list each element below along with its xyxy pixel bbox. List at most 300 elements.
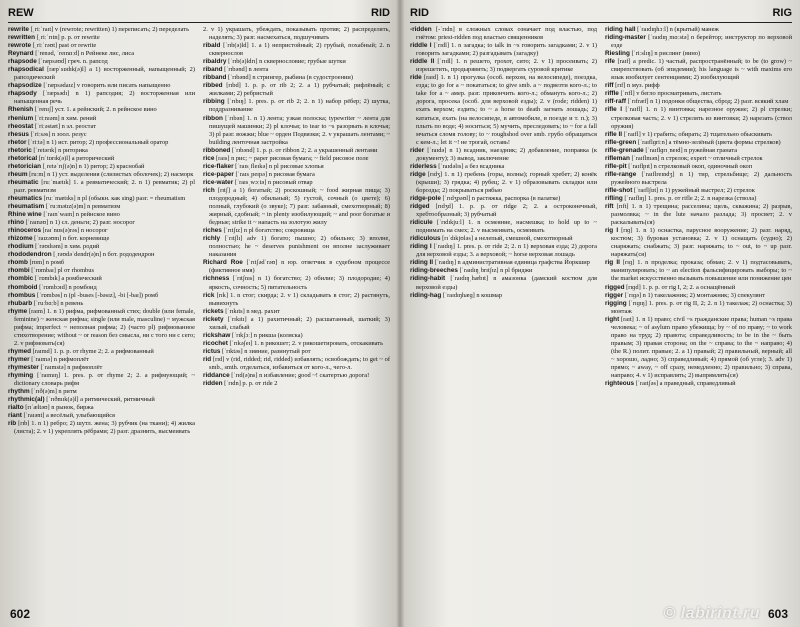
entry-definition: [ræpˈsɒdɪk(ə)l] a 1) восторженный, напыщенный; 2) рапсодический xyxy=(14,66,195,82)
dictionary-entry xyxy=(203,163,390,171)
dictionary-entry xyxy=(605,106,792,130)
dictionary-entry xyxy=(203,74,390,82)
entry-definition: [ˈrenɪʃ] уст. 1. a рейнский; 2. n рейнское вино xyxy=(34,106,157,114)
dictionary-entry xyxy=(203,98,390,114)
entry-definition: [raɪm] 1. n 1) рифма, рифмованный стих; double (или female, feminine) ~ женская рифма; single (или male, masculine) ~ мужская рифма; imperfect ~ неполная рифма; 2) (часто pl) рифмованное стихотворение; without ~ or reason без смысла, ни с того ни с сего; 2. v рифмовать(ся) xyxy=(14,307,195,347)
entry-definition: [ˈrɪbən] 1. n 1) лента; узкая полоска; typewriter ~ лента для пишущей машинки; 2) pl клочья; to tear to ~s разорвать в клочья; 3) pl разг. вожжи; blue ~ орден Подвязки; 2. v украшать лентами; ~ building ленточная застройка xyxy=(209,114,390,146)
dictionary-entry xyxy=(203,66,390,74)
entry-definition: [ˈrɪbənd] 1. p. p. от ribbon 2; 2. a украшенный лентами xyxy=(231,146,378,154)
entry-definition: [ˈrɪfl] v бегло просматривать, листать xyxy=(620,90,722,98)
dictionary-entry xyxy=(8,404,195,412)
entry-definition: [raɪˈnɒs(ə)rəs] n носорог xyxy=(42,227,108,235)
headword: rifle-grenade xyxy=(605,146,644,154)
headword: ride xyxy=(410,74,422,82)
entry-definition: [ˈræpsəʊd] греч. n. рапсод xyxy=(38,58,108,66)
headword: rhododendron xyxy=(8,251,52,259)
dictionary-entry xyxy=(605,131,792,139)
dictionary-entry xyxy=(203,316,390,332)
dictionary-entry xyxy=(410,203,597,219)
headword: rift xyxy=(605,203,614,211)
headword: rhino xyxy=(8,219,24,227)
dictionary-entry xyxy=(410,42,597,58)
headword: ribboned xyxy=(203,146,231,154)
entry-definition: [ˈraɪflreɪndʒ] n 1) тир, стрельбище; 2) дальность ружейного выстрела xyxy=(611,170,792,186)
dictionary-entry xyxy=(8,171,195,179)
entry-definition: [ˌriːˈrɪtn] p. p. от rewrite xyxy=(36,34,100,42)
headword: Richard Roe xyxy=(203,259,243,267)
dictionary-entry xyxy=(203,356,390,372)
headword: -ridden xyxy=(410,26,432,33)
headword: rhesus xyxy=(8,130,29,138)
entry-definition: [ruːˈmætɪks] n pl (обыкн. как sing) разг. = rheumatism xyxy=(43,194,186,202)
entry-definition: [rɪɡ] 1. n 1) оснастка, парусное вооружение; 2) разг. наряд, костюм; 3) буровая установка; 2. v 1) оснащать (судно); 2) снаряжать; снабжать; 3) разг. наряжать; to ~ out, to ~ up разг. наряжать(ся) xyxy=(611,227,792,259)
dictionary-entry xyxy=(605,187,792,195)
headword: Rhenish xyxy=(8,106,34,114)
headword: riband xyxy=(203,66,223,74)
header-guide-word-last: RIG xyxy=(772,7,792,19)
headword: rifle I xyxy=(605,106,623,114)
entry-definition: [ˈrɪdʒpəʊl] n растяжка, распорка (в палатке) xyxy=(442,194,561,202)
dictionary-entry xyxy=(410,219,597,235)
entry-definition: [ˈraɪmɪŋ] 1. pres. p. от rhyme 2; 2. a рифмующий; ~ dictionary словарь рифм xyxy=(14,372,195,388)
entry-definition: [ˈraɪfl] 1. n 1) винтовка; нарезное оружие; 2) pl стрелки; стрелковая часть; 2. v 1) стрелять из винтовки; 2) нарезать (ствол оружия) xyxy=(611,106,792,130)
headword: rhinoceros xyxy=(8,227,42,235)
dictionary-entry xyxy=(410,259,597,267)
entry-definition: [ˈrɪkɪtɪ] a 1) рахитичный; 2) расшатанный, шаткий; 3) хилый, слабый xyxy=(209,315,390,331)
entry-definition: [ˈrɪdɪkjuːl] 1. n осмеяние, насмешка; to hold up to ~ поднимать на смех; 2. v высмеивать, осмеивать xyxy=(416,219,597,235)
headword: rifle-shot xyxy=(605,186,633,194)
headword: riding-master xyxy=(605,34,646,42)
dictionary-entry xyxy=(8,58,195,66)
entry-definition: [raɪd] 1. n 1) прогулка (особ. верхом, на велосипеде), поездка, езда; to go for a ~ покататься; to give smb. a ~ подвезти кого-л.; to take for a ~ амер. разг. прикончить кого-л.; обмануть кого-л.; 2) дорога, просека (особ. для верховой езды); 2. v (rode; ridden) 1) ехать верхом; ездить; to ~ a horse to death загнать лошадь; 2) кататься, ехать (на велосипеде, в автомобиле, в поезде и т. п.); 3) плыть по воде; 4) носиться; 5) мучить, преследовать; to ~ for a fall мчаться сломя голову; to ~ roughshod over smb. грубо обращаться с кем-л.; let it ~! не трогай, оставь! xyxy=(416,74,597,146)
entry-definition: [ˌrəʊdəˈdendr(ə)n] n бот. рододендрон xyxy=(53,251,155,259)
dictionary-entry xyxy=(203,348,390,356)
headword: rifling xyxy=(605,194,623,202)
dictionary-entry xyxy=(203,171,390,179)
headword: rhenium xyxy=(8,114,34,122)
dictionary-entry xyxy=(605,90,792,98)
text-columns xyxy=(410,26,792,599)
column xyxy=(605,26,792,599)
entry-definition: [ˈrɪb(ə)ld] 1. a 1) непристойный; 2) грубый, похабный; 2. n сквернослов xyxy=(209,42,390,58)
entry-definition: [ˈræpsədɪ] n 1) рапсодия; 2) восторженная или напыщенная речь xyxy=(14,90,195,106)
dictionary-entry xyxy=(8,139,195,147)
dictionary-entry xyxy=(8,348,195,356)
headword: richness xyxy=(203,275,230,283)
entry-definition: [ˈrɒmbaɪ] pl от rhombus xyxy=(31,267,94,275)
dictionary-entry xyxy=(8,412,195,420)
entry-definition: [rɪdʒd] 1. p. p. от ridge 2; 2. a остроконечный, хребтообразный; 3) рубчатый xyxy=(416,203,597,219)
headword: riding hall xyxy=(605,26,636,33)
dictionary-entry xyxy=(410,292,597,300)
entry-definition: [rɪk] 1. n стог; скирда; 2. v 1) складывать в стог; 2) растянуть, вывихнуть xyxy=(209,291,390,307)
entry-definition: [rɪd] v (rid, ridded; rid, ridded) избавлять; освобождать; to get ~ of smb., smth. отделаться, избавиться от кого-л., чего-л. xyxy=(209,355,390,371)
headword: rifle-pit xyxy=(605,162,627,170)
headword: rhodium xyxy=(8,243,34,251)
headword: riding-breeches xyxy=(410,267,458,275)
dictionary-entry xyxy=(203,340,390,348)
dictionary-entry xyxy=(203,115,390,147)
entry-definition: [rɪdʒ] 1. n 1) гребень (горы, волны); горный хребет; 2) конёк (крыши); 3) грядка; 4) рубец; 2. v 1) образовывать складки или борозды; 2) покрываться рябью xyxy=(416,170,597,194)
dictionary-entry xyxy=(605,171,792,187)
headword: rhythm xyxy=(8,388,30,396)
dictionary-entry xyxy=(203,155,390,163)
headword: ridge-pole xyxy=(410,194,441,202)
entry-definition: [ˈrɪktəs] n зияние, разинутый рот xyxy=(222,347,311,355)
headword: rig II xyxy=(605,259,620,267)
dictionary-entry xyxy=(203,235,390,259)
entry-definition: [ˈrɪɡə] n 1) такелажник; 2) монтажник; 3) спекулянт xyxy=(624,291,765,299)
entry-definition: [ˈrɪtʃnɪs] n 1) богатство; 2) обилие; 3) плодородие; 4) яркость, сочность; 5) питательность xyxy=(209,275,390,291)
dictionary-entry xyxy=(410,235,597,243)
column xyxy=(203,26,390,599)
headword: richly xyxy=(203,235,221,243)
dictionary-entry xyxy=(605,203,792,227)
headword: riffle xyxy=(605,90,619,98)
dictionary-entry xyxy=(8,300,195,308)
headword: rich xyxy=(203,186,215,194)
entry-definition: [ˈriːəstæt] n эл. реостат xyxy=(34,122,96,130)
headword: rialto xyxy=(8,404,24,412)
headword: rickshaw xyxy=(203,331,231,339)
headword: rife xyxy=(605,58,615,66)
entry-definition: [ˈraɪzəʊm] n бот. корневище xyxy=(34,235,110,243)
entry-definition: [ruːˈmætɪk] 1. a ревматический; 2. n 1) ревматик; 2) pl разг. ревматизм xyxy=(14,178,195,194)
entry-definition: [ˈrɪtʃədˈrəʊ] n юр. ответчик в судебном процессе (фиктивное имя) xyxy=(209,259,390,275)
dictionary-entry xyxy=(8,227,195,235)
entry-definition: [ˈraɪdə] n 1) всадник, наездник; 2) добавление, поправка (к документу); 3) вывод, заключение xyxy=(416,146,597,162)
dictionary-entry xyxy=(8,364,195,372)
dictionary-entry xyxy=(203,292,390,308)
column xyxy=(8,26,195,599)
dictionary-entry xyxy=(203,179,390,187)
entry-definition: [ˈruːbɑːb] n ревень xyxy=(33,299,84,307)
dictionary-entry xyxy=(605,98,792,106)
dictionary-entry xyxy=(605,316,792,380)
entry-definition: [ˈraɪdɪŋˌhæbɪt] n амазонка (дамский костюм для верховой езды) xyxy=(416,275,597,291)
entry-definition: [ˈrɪð(ə)m] n ритм xyxy=(31,388,77,396)
dictionary-entry xyxy=(8,131,195,139)
dictionary-entry xyxy=(8,42,195,50)
headword: ridden xyxy=(203,380,223,388)
dictionary-entry xyxy=(410,267,597,275)
entry-definition: [rɪft] 1. n 1) трещина; расселина; щель, скважина; 2) разрыв, размолвка; ~ in the lute начало разлада; 3) просвет; 2. v раскалывать(ся) xyxy=(611,203,792,227)
headword: ribbon xyxy=(203,114,223,122)
headword: rig I xyxy=(605,227,619,235)
right-page xyxy=(402,0,800,627)
entry-definition: [rɪˈdɪkjʊləs] a нелепый, смешной, смехотворный xyxy=(442,235,573,243)
headword: ribbed xyxy=(203,82,223,90)
entry-definition: [ˈrɪdl] 1. n решето, грохот, сито; 2. v 1) просеивать; 2) изрешетить, продырявить; 3) подвергать суровой критике xyxy=(416,58,597,74)
headword: rid xyxy=(203,355,212,363)
page-number: 603 xyxy=(767,607,788,621)
dictionary-entry xyxy=(410,74,597,146)
entry-definition: [ˌretəˈrɪʃ(ə)n] n 1) ритор; 2) краснобай xyxy=(42,162,145,170)
header-guide-word-last: RID xyxy=(371,7,390,19)
dictionary-entry xyxy=(8,123,195,131)
headword: rhomb xyxy=(8,259,28,267)
entry-definition: [ˈraɪmstə] n рифмоплёт xyxy=(40,363,103,371)
headword: rigged xyxy=(605,283,625,291)
entry-definition: [ˈraɪdəlɪs] a без всадника xyxy=(438,162,505,170)
headword: right xyxy=(605,315,620,323)
dictionary-entry xyxy=(605,380,792,388)
entry-definition: [raɪt] 1. n 1) право; civil ~s гражданские права; human ~s права человека; ~ of asylum право убежища; by ~ of по праву; ~ to work право на труд; 2) правота; справедливость; to be in the ~ быть правым; 3) правая сторона; on the ~ справа; to the ~ направо; 4) (the R.) полит. правые; 2. a 1) правый; 2) правильный, верный; all ~ хорошо, ладно; 3) справедливый; 4) прямой (об угле); 3. adv 1) прямо; ~ away, ~ off сразу, немедленно; 2) правильно; 3) справа, направо; 4. v 1) исправлять; 2) выпрямлять(ся) xyxy=(611,315,792,380)
entry-definition: [ˈriːslɪŋ] n рислинг (вино) xyxy=(631,50,701,58)
entry-definition: [ˈriːtə] n 1) ист. ритор; 2) профессиональный оратор xyxy=(28,138,169,146)
headword: riant xyxy=(8,412,22,420)
headword: rictus xyxy=(203,347,221,355)
headword: rewrite xyxy=(8,26,29,33)
dictionary-entry xyxy=(8,259,195,267)
dictionary-entry xyxy=(605,259,792,283)
headword: riches xyxy=(203,227,222,235)
dictionary-entry xyxy=(8,66,195,82)
entry-definition: [ˈraɪfl] v 1) грабить; обирать; 2) тщательно обыскивать xyxy=(623,130,772,138)
headword: rice xyxy=(203,154,215,162)
entry-definition: [ˈraɪflɡriːn] a тёмно-зелёный (цвета формы стрелков) xyxy=(637,138,781,146)
entry-definition: [ˈrɪtʃɪz] n pl богатство; сокровища xyxy=(223,227,315,235)
entry-definition: [ˈrɪkɪts] n мед. рахит xyxy=(225,307,280,315)
entry-definition: [ˈrɒmbɪk] a ромбический xyxy=(34,275,102,283)
dictionary-entry xyxy=(605,26,792,34)
dictionary-entry xyxy=(605,292,792,300)
entry-definition: [rɪˈtɒrɪk(ə)l] a риторический xyxy=(38,154,115,162)
entry-definition: 2. v 1) украшать, убеждать, показывать против; 2) распределять, наделять; 3) разг. насмехаться, подшучивать xyxy=(203,26,390,42)
dictionary-entry xyxy=(8,267,195,275)
dictionary-entry xyxy=(605,50,792,58)
headword: riderless xyxy=(410,162,437,170)
entry-definition: [raɪf] a predic. 1) частый, распространённый; to be (to grow) ~ свирепствовать (об эпидемии); his language is ~ with maxims его язык изобилует сентенциями; 2) изобилующий xyxy=(611,58,792,82)
headword: Riesling xyxy=(605,50,630,58)
headword: ricochet xyxy=(203,339,228,347)
dictionary-entry xyxy=(410,163,597,171)
headword: rhyming xyxy=(8,372,34,380)
headword: rheostat xyxy=(8,122,34,130)
entry-definition: [ˈraɪsˌpeɪpə] n рисовая бумага xyxy=(235,170,315,178)
headword: rick xyxy=(203,291,215,299)
headword: rhapsodical xyxy=(8,66,44,74)
entry-definition: [ˈraɪdɪŋhæɡ] n кошмар xyxy=(442,291,503,299)
entry-definition: [ruːm] n 1) уст. выделения (слизистых оболочек); 2) насморк xyxy=(29,170,194,178)
headword: Rhine wine xyxy=(8,211,42,219)
entry-definition: [ˈræpsədaɪz] v говорить или писать напыщенно xyxy=(43,82,171,90)
page-number: 602 xyxy=(10,607,31,621)
left-page xyxy=(0,0,398,627)
dictionary-entry xyxy=(605,155,792,163)
dictionary-entry xyxy=(8,106,195,114)
dictionary-entry xyxy=(8,420,195,436)
headword: rice-water xyxy=(203,178,234,186)
dictionary-entry xyxy=(605,147,792,155)
headword: rheumatism xyxy=(8,203,45,211)
headword: riddle I xyxy=(410,42,432,50)
entry-definition: [ˈraɪdɪŋˌmɑːstə] n берейтор; инструктор по верховой езде xyxy=(611,34,792,50)
dictionary-entry xyxy=(203,372,390,380)
headword: rickety xyxy=(203,315,224,323)
headword: rhapsode xyxy=(8,58,37,66)
headword: ribbing xyxy=(203,98,225,106)
headword: ribald xyxy=(203,42,221,50)
dictionary-entry xyxy=(8,179,195,195)
entry-definition: [ˈrəʊdɪəm] n хим. родий xyxy=(35,243,100,251)
headword: rheumatics xyxy=(8,194,43,202)
dictionary-entry xyxy=(8,203,195,211)
dictionary-entry xyxy=(203,26,390,42)
entry-definition: [rɪtʃ] a 1) богатый; 2) роскошный; ~ food жирная пища; 3) плодородный; 4) обильный; 5) густой, сочный (о цвете); 6) полный, глубокий (о звуке); 7) разг. забавный, смехотворный; 8) жирный, сдобный; ~ in plenty изобилующий; ~ and poor богатые и бедные; strike it ~ напасть на золотую жилу xyxy=(209,186,390,227)
dictionary-entry xyxy=(8,219,195,227)
headword: rickets xyxy=(203,307,224,315)
entry-definition: [-ˈrɪdn] в сложных словах означает под властью, под гнётом: priest-ridden под властью священников xyxy=(416,26,597,42)
dictionary-entry xyxy=(203,187,390,227)
headword: riding-habit xyxy=(410,275,446,283)
dictionary-entry xyxy=(410,195,597,203)
entry-definition: [ˈraɪdɪŋˌbrɪtʃɪz] n pl бриджи xyxy=(459,267,533,275)
entry-definition: [ˈriːnɪəm] n хим. рений xyxy=(34,114,97,122)
headword: rhetoric xyxy=(8,146,32,154)
dictionary-entry xyxy=(8,308,195,348)
headword: rewrote xyxy=(8,42,32,50)
header-guide-word-first: REW xyxy=(8,7,34,19)
headword: riding I xyxy=(410,243,432,251)
headword: rhetorician xyxy=(8,162,42,170)
headword: rice-flaker xyxy=(203,162,234,170)
dictionary-entry xyxy=(203,147,390,155)
dictionary-entry xyxy=(410,147,597,163)
running-header xyxy=(410,6,792,23)
dictionary-entry xyxy=(203,275,390,291)
entry-definition: [ˈrɪbənd] n лента xyxy=(224,66,269,74)
dictionary-entry xyxy=(410,275,597,291)
entry-definition: [ˈrɪɡɪŋ] 1. pres. p. от rig II, 2; 2. n 1) такелаж; 2) оснастка; 3) монтаж xyxy=(611,299,792,315)
headword: ribband xyxy=(203,74,227,82)
entry-definition: [rɪɡ] 1. n проделка; проказа; обман; 2. v 1) подтасовывать, манипулировать; to ~ an election фальсифицировать выборы; to ~ the market искусственно вызывать повышение или понижение цен xyxy=(611,259,792,283)
headword: rhapsody xyxy=(8,90,37,98)
headword: riddle II xyxy=(410,58,435,66)
headword: rheum xyxy=(8,170,28,178)
dictionary-entry xyxy=(605,284,792,292)
entry-definition: [raɪs] n рис; ~ paper рисовая бумага; ~ field рисовое поле xyxy=(215,154,369,162)
dictionary-entry xyxy=(8,195,195,203)
headword: ridge xyxy=(410,170,426,178)
dictionary-entry xyxy=(8,284,195,292)
headword: rhetor xyxy=(8,138,27,146)
headword: rhapsodize xyxy=(8,82,42,90)
headword: ribaldry xyxy=(203,58,227,66)
entry-definition: [ˈrɪdn] p. p. от ride 2 xyxy=(224,380,278,388)
dictionary-entry xyxy=(8,356,195,364)
headword: riding-hag xyxy=(410,291,442,299)
dictionary-entry xyxy=(203,308,390,316)
entry-definition: [ˈraɪnˈwaɪn] n рейнское вино xyxy=(43,211,120,219)
dictionary-entry xyxy=(8,82,195,90)
headword: righteous xyxy=(605,380,635,388)
entry-definition: [rɪb] 1. n 1) ребро; 2) шутл. жена; 3) рубчик (на ткани); 4) жилка (листа); 2. v 1) укреплять рёбрами; 2) разг. дразнить, высмеивать xyxy=(14,420,195,436)
entry-definition: [ˈriːsəs] n зоол. резус xyxy=(30,130,87,138)
entry-definition: [ˈraɪmə] n рифмоплёт xyxy=(31,355,89,363)
headword: rhizome xyxy=(8,235,33,243)
dictionary-entry xyxy=(8,235,195,243)
dictionary-entry xyxy=(8,275,195,283)
entry-definition: [ˈrɪtʃlɪ] adv 1) богато; пышно; 2) обильно; 3) вполне, полностью; he ~ deserves punishment он вполне заслуживает наказания xyxy=(209,235,390,259)
headword: Reynard xyxy=(8,50,34,58)
entry-definition: [ˈrɪðmɪk(ə)l] a ритмический, ритмичный xyxy=(46,396,155,404)
headword: ridiculous xyxy=(410,235,441,243)
dictionary-entry xyxy=(410,58,597,74)
entry-definition: [ˈraɪsˌfleɪkə] n pl рисовые хлопья xyxy=(235,162,324,170)
dictionary-entry xyxy=(203,227,390,235)
entry-definition: [ˈrɪfræf] n 1) подонки общества, сброд; 2) разг. всякий хлам xyxy=(627,98,789,106)
dictionary-entry xyxy=(8,50,195,58)
entry-definition: [ˌriːˈraɪt] v (rewrote; rewritten) 1) переписать; 2) переделать xyxy=(30,26,189,33)
headword: rewritten xyxy=(8,34,35,42)
text-columns xyxy=(8,26,390,599)
entry-definition: [ˈraɪflɪŋ] 1. pres. p. от rifle 2; 2. n нарезка (ствола) xyxy=(624,194,757,202)
entry-definition: [ˈraɪflpɪt] n стрелковый окоп, одиночный окоп xyxy=(628,162,753,170)
header-guide-word-first: RID xyxy=(410,7,429,19)
dictionary-entry xyxy=(410,243,597,259)
headword: rhythmic(al) xyxy=(8,396,45,404)
entry-definition: [ˈraɪtʃəs] a праведный, справедливый xyxy=(635,380,736,388)
dictionary-entry xyxy=(410,26,597,42)
dictionary-entry xyxy=(605,82,792,90)
dictionary-entry xyxy=(605,34,792,50)
headword: rhombi xyxy=(8,267,30,275)
entry-definition: [rɪbd] 1. p. p. от rib 2; 2. a 1) рубчатый; рифлёный; с жилками; 2) ребристый xyxy=(209,82,390,98)
dictionary-entry xyxy=(203,82,390,98)
entry-definition: [ˈruːmətɪz(ə)m] n ревматизм xyxy=(45,203,121,211)
running-header xyxy=(8,6,390,23)
dictionary-entry xyxy=(8,147,195,155)
headword: rib xyxy=(8,420,17,428)
dictionary-entry xyxy=(605,58,792,82)
dictionary-entry xyxy=(203,58,390,66)
headword: rhymer xyxy=(8,355,30,363)
dictionary-entry xyxy=(203,332,390,340)
watermark: © labirint.ru xyxy=(663,605,760,622)
headword: rigging xyxy=(605,299,627,307)
dictionary-entry xyxy=(203,259,390,275)
headword: rhomboid xyxy=(8,283,38,291)
dictionary-entry xyxy=(8,155,195,163)
headword: rhetorical xyxy=(8,154,38,162)
headword: rifle-range xyxy=(605,170,637,178)
entry-definition: [ˈraɪnəʊ] n 1) сл. деньги; 2) разг. носорог xyxy=(25,219,136,227)
dictionary-entry xyxy=(8,388,195,396)
dictionary-entry xyxy=(203,42,390,58)
headword: rifle II xyxy=(605,130,623,138)
entry-definition: [rɪɡd] 1. p. p. от rig I, 2; 2. a оснащённый xyxy=(626,283,736,291)
dictionary-entry xyxy=(605,300,792,316)
headword: riding II xyxy=(410,259,434,267)
headword: rhubarb xyxy=(8,299,33,307)
entry-definition: [rɪˈæltəʊ] n рынок, биржа xyxy=(25,404,94,412)
entry-definition: [ˈrɪkəʃeɪ] 1. n рикошет; 2. v рикошетировать, отскакивать xyxy=(229,339,383,347)
headword: ridged xyxy=(410,203,430,211)
dictionary-entry xyxy=(605,139,792,147)
entry-definition: [ˈrɒmbəs] n (pl -buses [-bəsɪz], -bi [-baɪ]) ромб xyxy=(36,291,159,299)
headword: rhymed xyxy=(8,347,32,355)
entry-definition: [ˈraɪdɪŋ] 1. pres. p. от ride 2; 2. n 1) верховая езда; 2) дорога для верховой езды; 3. a верховой; ~ horse верховая лошадь xyxy=(416,243,597,259)
dictionary-entry xyxy=(410,171,597,195)
entry-definition: [rɪf] n муз. рифф xyxy=(615,82,660,90)
entry-definition: [ˈraɪənt] a весёлый, улыбающийся xyxy=(23,412,115,420)
entry-definition: [ˈrɪb(ə)ldrɪ] n сквернословие; грубые шутки xyxy=(228,58,346,66)
entry-definition: [ˈrɒmbɔɪd] n ромбоид xyxy=(39,283,97,291)
headword: riff-raff xyxy=(605,98,626,106)
dictionary-entry xyxy=(8,211,195,219)
dictionary-entry xyxy=(605,163,792,171)
